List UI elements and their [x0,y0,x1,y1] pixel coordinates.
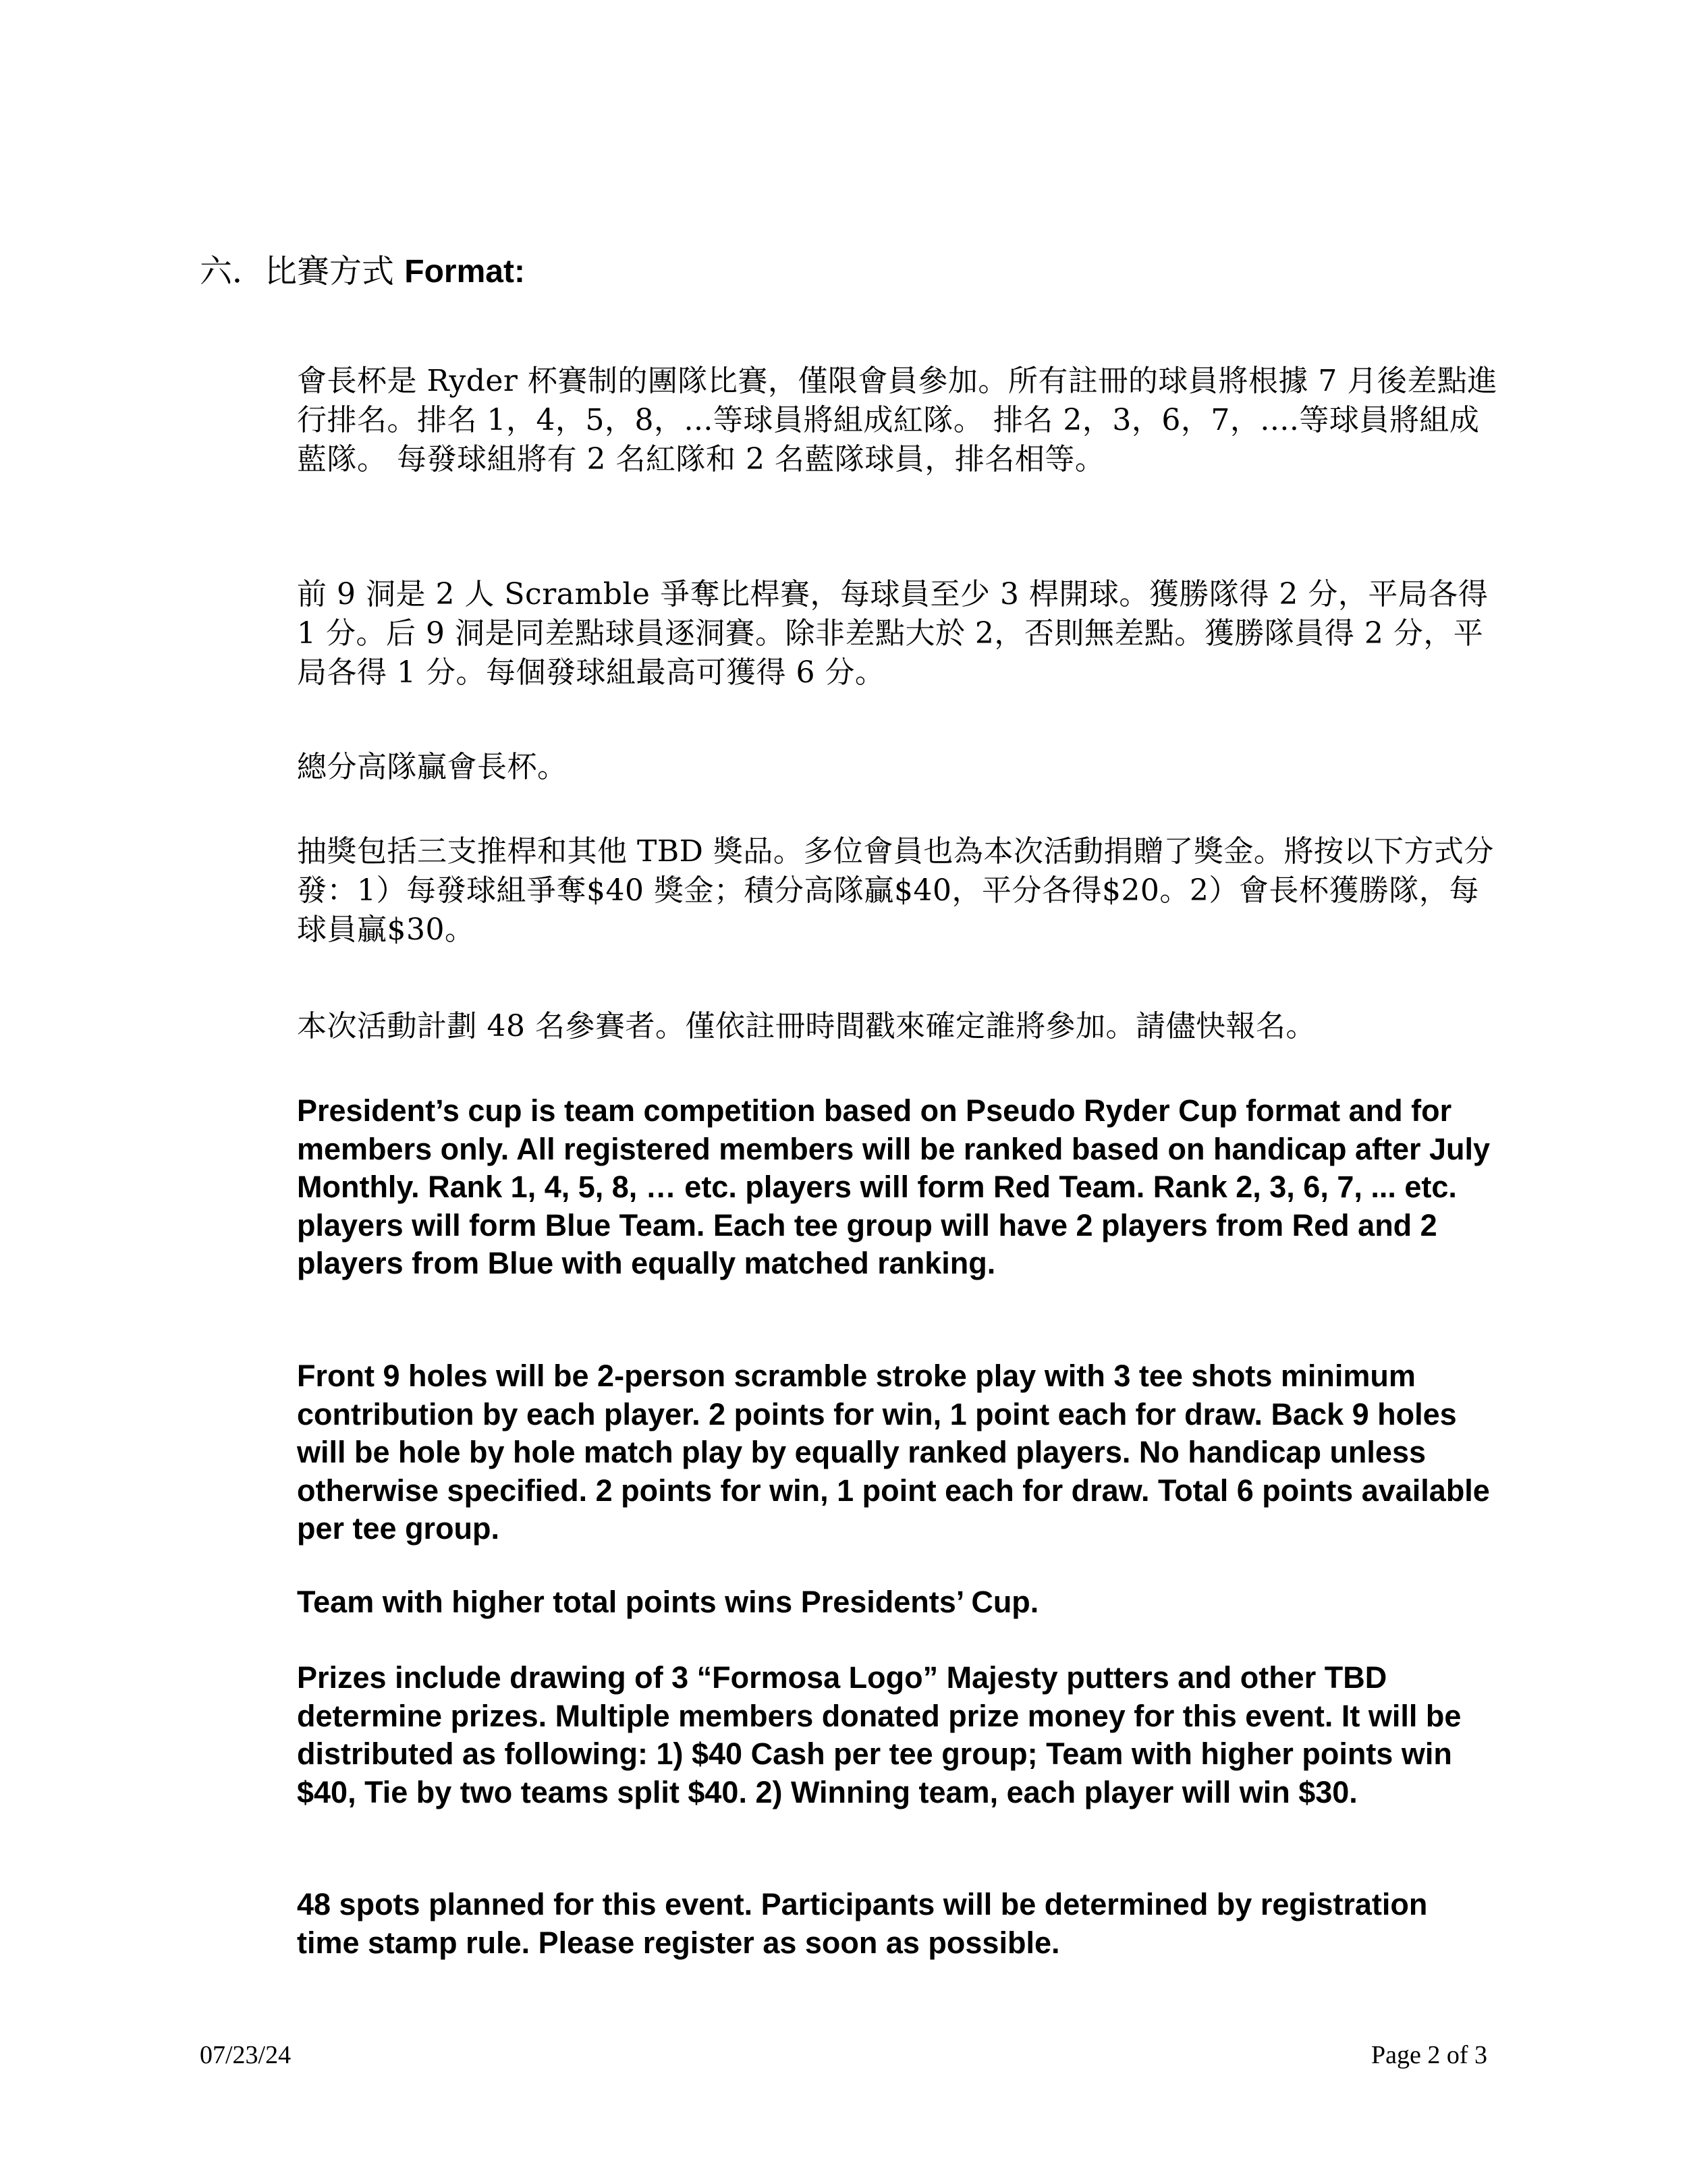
chinese-paragraph-registration: 本次活動計劃 48 名參賽者。僅依註冊時間戳來確定誰將參加。請儘快報名。 [297,1009,1316,1043]
section-heading [200,251,525,292]
english-paragraph-registration: 48 spots planned for this event. Participants will be determined by registration time stamp rule. Please register as soon as possible. [297,1887,1428,1960]
section-heading-english: Format: [404,254,525,290]
chinese-paragraph-team-format: 會長杯是 Ryder 杯賽制的團隊比賽，僅限會員參加。所有註冊的球員將根據 7 月後差點進行排名。排名 1，4，5，8，...等球員將組成紅隊。 排名 2，3，6，7，....等球員將組成藍隊。 每發球組將有 2 名紅隊和 2 名藍隊球員，排名相等。 [297,364,1497,476]
footer-date: 07/23/24 [200,2041,292,2069]
english-paragraph-team-format: President’s cup is team competition based on Pseudo Ryder Cup format and for members only. All registered members will be ranked based on handicap after July Monthly. Rank 1, 4, 5, 8, … etc. players will form Red Team. Rank 2, 3, 6, 7, ... etc. players will form Blue Team. Each tee group will have 2 players from Red and 2 players from Blue with equally matched ranking. [297,1093,1491,1280]
english-paragraph-prizes: Prizes include drawing of 3 “Formosa Logo” Majesty putters and other TBD determine prizes. Multiple members donated prize money for this event. It will be distributed as following: 1) $40 Cash per tee group; Team with higher points win $40, Tie by two teams split $40. 2) Winning team, each player will win $30. [297,1660,1462,1809]
footer-page-number: Page 2 of 3 [1371,2041,1487,2069]
english-paragraph-winner: Team with higher total points wins Presidents’ Cup. [297,1585,1039,1619]
chinese-paragraph-winner: 總分高隊贏會長杯。 [297,750,568,784]
chinese-paragraph-scoring: 前 9 洞是 2 人 Scramble 爭奪比桿賽，每球員至少 3 桿開球。獲勝隊得 2 分，平局各得 1 分。后 9 洞是同差點球員逐洞賽。除非差點大於 2，否則無差點。獲勝隊員得 2 分，平局各得 1 分。每個發球組最高可獲得 6 分。 [297,577,1489,690]
chinese-paragraph-prizes: 抽獎包括三支推桿和其他 TBD 獎品。多位會員也為本次活動捐贈了獎金。將按以下方式分發：1）每發球組爭奪$40 獎金；積分高隊贏$40，平分各得$20。2）會長杯獲勝隊，每球員贏$30。 [297,834,1494,947]
section-heading-chinese: 六．比賽方式 [200,252,405,290]
english-paragraph-scoring: Front 9 holes will be 2-person scramble stroke play with 3 tee shots minimum contribution by each player. 2 points for win, 1 point each for draw. Back 9 holes will be hole by hole match play by equally ranked players. No handicap unless otherwise specified. 2 points for win, 1 point each for draw. Total 6 points available per tee group. [297,1359,1490,1546]
